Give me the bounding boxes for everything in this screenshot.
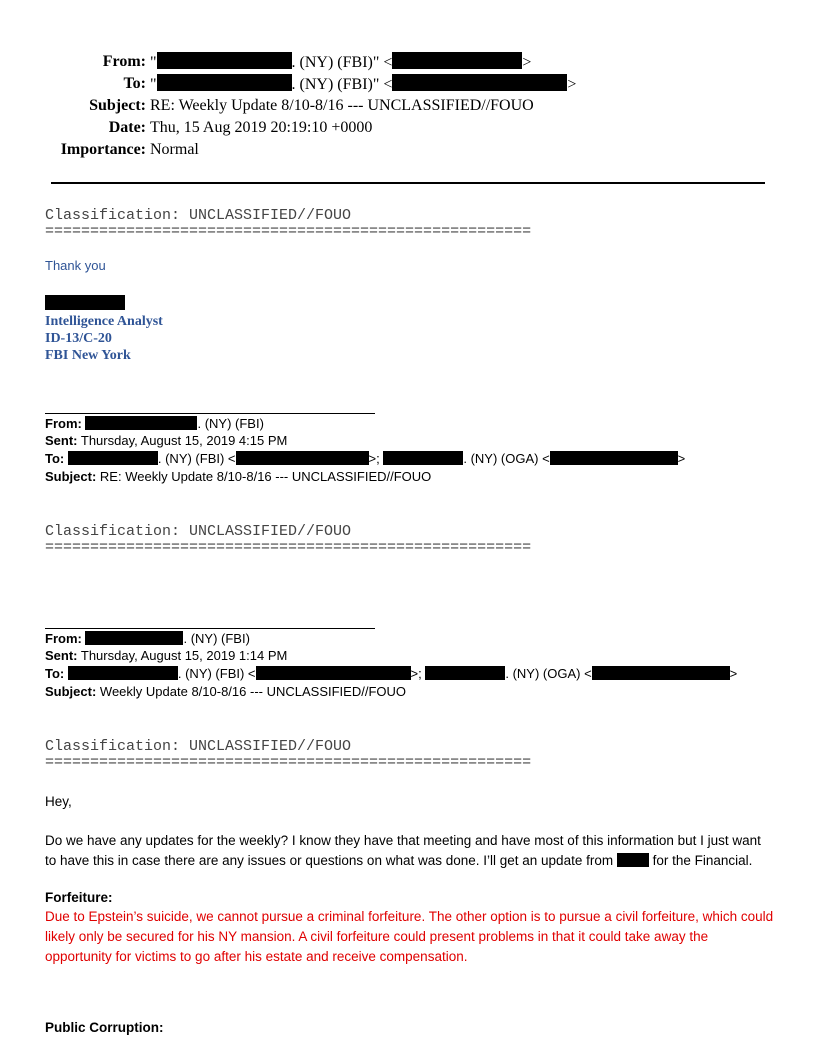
redaction-box: [157, 74, 292, 91]
header-from-value: " . (NY) (FBI)" < >: [150, 54, 532, 71]
forward1-from-row: [45, 416, 264, 432]
header-importance-value: Normal: [150, 141, 199, 158]
forward2-subject-row: [45, 684, 406, 700]
forward2-sent-value: Thursday, August 15, 2019 1:14 PM: [80, 648, 288, 663]
redaction-box: [425, 666, 505, 680]
forward2-subject-value: Weekly Update 8/10-8/16 --- UNCLASSIFIED//FOUO: [99, 684, 406, 699]
header-date-value: Thu, 15 Aug 2019 20:19:10 +0000: [150, 119, 373, 136]
redaction-box: [85, 416, 197, 430]
header-to-value: " . (NY) (FBI)" < >: [150, 76, 577, 93]
redaction-box: [617, 853, 649, 867]
redaction-box: [592, 666, 730, 680]
header-subject-row: [0, 96, 816, 116]
header-to-label: To:: [123, 75, 146, 92]
redaction-box: [392, 52, 522, 69]
forward2-to-label: To:: [45, 666, 65, 681]
forward1-to-label: To:: [45, 451, 65, 466]
signature-office: FBI New York: [45, 348, 131, 363]
forward2-to-row: To: . (NY) (FBI) < >; . (NY) (OGA) < >: [45, 666, 738, 681]
header-from-row: [0, 52, 816, 72]
redaction-box: [85, 631, 183, 645]
forward1-subject-label: Subject:: [45, 469, 97, 484]
reply-message: Thank you: [45, 258, 106, 273]
forward2-from-value: . (NY) (FBI): [183, 631, 250, 646]
forward1-sent-row: [45, 433, 287, 449]
forward2-from-label: From:: [45, 631, 82, 646]
redaction-box: [256, 666, 411, 680]
header-divider: [51, 182, 765, 184]
forward1-to-row: To: . (NY) (FBI) < >; . (NY) (OGA) < >: [45, 451, 686, 466]
forward2-subject-label: Subject:: [45, 684, 97, 699]
redaction-box: [392, 74, 567, 91]
signature-name-redaction: [45, 295, 125, 310]
redaction-box: [383, 451, 463, 465]
forward2-sent-row: [45, 648, 287, 664]
forward2-from-row: [45, 631, 250, 647]
forward1-classification-separator: ======================================================: [45, 539, 532, 556]
forfeiture-heading: Forfeiture:: [45, 890, 113, 905]
redaction-box: [550, 451, 678, 465]
header-date-label: Date:: [108, 119, 146, 136]
header-importance-row: [0, 140, 816, 160]
forward1-from-value: . (NY) (FBI): [197, 416, 264, 431]
classification-banner: Classification: UNCLASSIFIED//FOUO: [45, 207, 352, 224]
header-subject-value: RE: Weekly Update 8/10-8/16 --- UNCLASSIFIED//FOUO: [150, 97, 534, 114]
forward2-sent-label: Sent:: [45, 648, 78, 663]
forfeiture-text: Due to Epstein’s suicide, we cannot pursue a criminal forfeiture. The other option is to pursue a civil forfeiture, which could likely only be secured for his NY mansion. A civil forfeiture could present problems in that it could take away the opportunity for victims to go after his estate and receive compensation.: [45, 909, 774, 964]
forward1-subject-value: RE: Weekly Update 8/10-8/16 --- UNCLASSIFIED//FOUO: [99, 469, 432, 484]
body-greeting: Hey,: [45, 794, 72, 809]
forward2-classification-banner: Classification: UNCLASSIFIED//FOUO: [45, 738, 352, 755]
body-paragraph: Do we have any updates for the weekly? I know they have that meeting and have most of this information but I just want to have this in case there are any issues or questions on what was done. I’ll get an update from for the Financial.: [45, 833, 761, 868]
forward2-classification-separator: ======================================================: [45, 754, 532, 771]
redaction-box: [68, 451, 158, 465]
forward1-from-label: From:: [45, 416, 82, 431]
forward-separator: [45, 413, 375, 414]
header-date-row: [0, 118, 816, 138]
signature-grade: ID-13/C-20: [45, 331, 112, 346]
forward1-sent-label: Sent:: [45, 433, 78, 448]
header-importance-label: Importance:: [60, 141, 146, 158]
header-subject-label: Subject:: [89, 97, 146, 114]
forward1-classification-banner: Classification: UNCLASSIFIED//FOUO: [45, 523, 352, 540]
public-corruption-heading: Public Corruption:: [45, 1020, 164, 1035]
forward-separator: [45, 628, 375, 629]
header-from-label: From:: [102, 53, 146, 70]
classification-separator: ======================================================: [45, 223, 532, 240]
redaction-box: [68, 666, 178, 680]
header-to-row: [0, 74, 816, 94]
redaction-box: [157, 52, 292, 69]
forward1-subject-row: [45, 469, 431, 485]
signature-title: Intelligence Analyst: [45, 314, 163, 329]
redaction-box: [236, 451, 369, 465]
forward1-sent-value: Thursday, August 15, 2019 4:15 PM: [80, 433, 288, 448]
